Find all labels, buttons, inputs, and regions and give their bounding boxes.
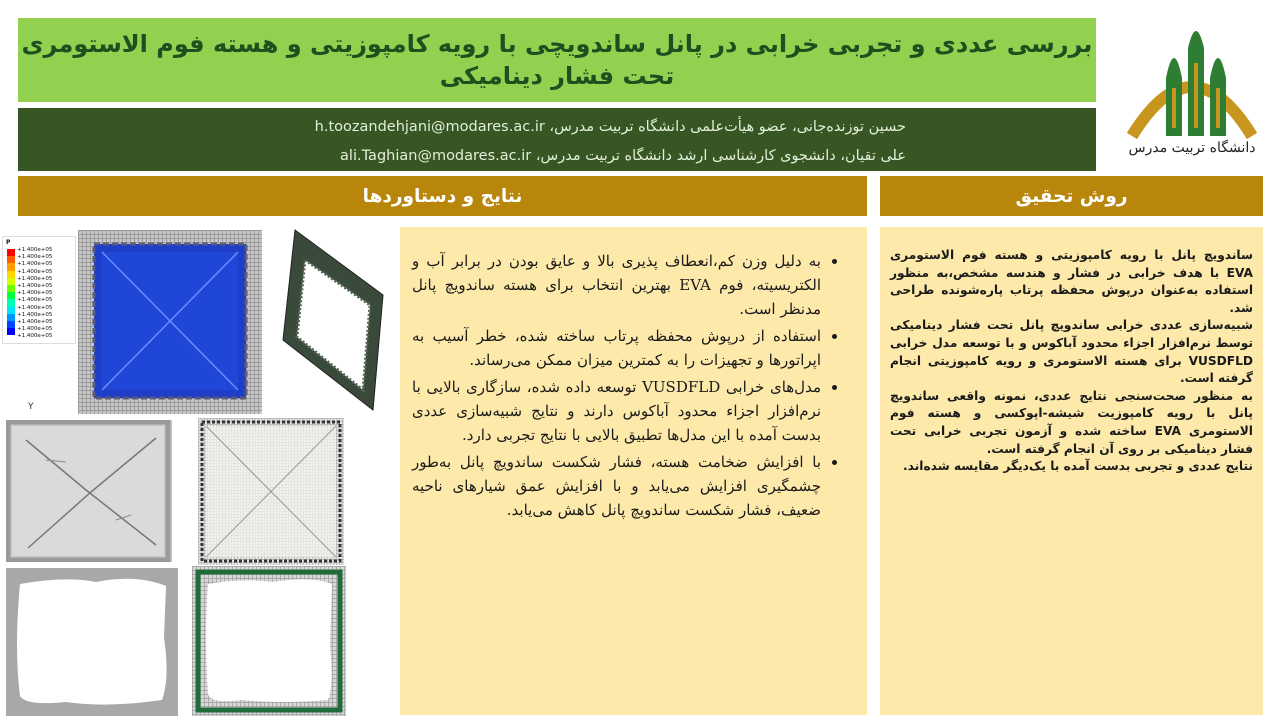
legend-swatch: [7, 271, 15, 278]
legend-value: +1.400e+05: [17, 254, 53, 261]
poster-title: [18, 18, 1096, 102]
legend-value: +1.400e+05: [17, 319, 53, 326]
method-header-label: روش تحقیق: [1015, 185, 1128, 207]
fe-failed-mesh-image: [192, 566, 346, 716]
legend-swatch: [7, 328, 15, 335]
results-header-label: نتایج و دستاوردها: [362, 185, 523, 207]
results-list: [412, 249, 845, 522]
legend-swatch: [7, 314, 15, 321]
author-1: حسین توزنده‌جانی، عضو هیأت‌علمی دانشگاه تربیت مدرس، h.toozandehjani@modares.ac.ir: [314, 119, 906, 135]
legend-values: [17, 247, 52, 341]
results-bullet: • به دلیل وزن کم،انعطاف پذیری بالا و عایق بودن در برابر آب و الکتریسیته، فوم EVA بهترین انتخاب برای هسته ساندویچ پانل مدنظر است.: [412, 249, 821, 321]
test-photo-failed: [6, 568, 178, 716]
legend-swatch: [7, 285, 15, 292]
legend-value: +1.400e+05: [17, 297, 53, 304]
legend-value: +1.400e+05: [17, 304, 53, 311]
cracked-panel-icon: [6, 420, 172, 562]
failed-panel-icon: [6, 568, 178, 716]
fe-deformed-image: [275, 225, 387, 415]
legend-swatch: [7, 278, 15, 285]
authors-bar: [18, 108, 1096, 171]
method-paragraph: ساندویچ پانل با رویه کامپوزیتی و هسته فوم الاستومری EVA با هدف خرابی در فشار و هندسه مشخص،به منظور استفاده به‌عنوان درپوش محفظه پرتاب پاره‌شونده طراحی شد.: [890, 248, 1253, 315]
results-panel: [400, 227, 867, 715]
legend-swatch: [7, 249, 15, 256]
results-bullet: • با افزایش ضخامت هسته، فشار شکست ساندویچ پانل به‌طور چشمگیری افزایش می‌یابد و با افزایش عمق شیارهای ناحیه ضعیف، فشار شکست ساندویچ پانل کاهش می‌یابد.: [412, 450, 821, 522]
legend-swatch: [7, 263, 15, 270]
title-line-2: تحت فشار دینامیکی: [439, 62, 675, 90]
fe-plate-icon: [78, 230, 262, 414]
legend-value: +1.400e+05: [17, 326, 53, 333]
method-paragraph: شبیه‌سازی عددی خرابی ساندویچ پانل تحت فشار دینامیکی توسط نرم‌افزار اجزاء محدود آباکوس و با توسعه مدل خرابی VUSDFLD برای هسته الاستومری و رویه کامپوزیتی انجام گرفته است.: [890, 318, 1253, 386]
results-bullet: • استفاده از درپوش محفظه پرتاب ساخته شده، خطر آسیب به اپراتورها و تجهیزات را به کمترین میزان ممکن می‌رساند.: [412, 324, 821, 372]
legend-value: +1.400e+05: [17, 247, 53, 253]
legend-value: +1.400e+05: [17, 333, 53, 340]
legend-value: +1.400e+05: [17, 290, 53, 297]
results-bullet: • مدل‌های خرابی VUSDFLD توسعه داده شده، سازگاری بالایی با نرم‌افزار اجزاء محدود آباکوس دارند و نتایج شبیه‌سازی عددی بدست آمده با این مدل‌ها تطبیق بالایی با نتایج تجربی دارد.: [412, 375, 821, 447]
fe-failed-mesh-icon: [192, 566, 346, 716]
method-panel: [880, 227, 1263, 715]
fe-mesh-plate-icon: [198, 418, 344, 565]
method-paragraph: به منظور صحت‌سنجی نتایج عددی، نمونه واقعی ساندویچ پانل با رویه کامپوزیت شیشه-اپوکسی و هسته فوم الاستومری EVA ساخته شده و آزمون تجربی خرابی تحت فشار دینامیکی بر روی آن انجام گرفته است.: [890, 388, 1253, 456]
legend-swatch: [7, 299, 15, 306]
legend-value: +1.400e+05: [17, 311, 53, 318]
legend-swatch: [7, 307, 15, 314]
author-2: علی تقیان، دانشجوی کارشناسی ارشد دانشگاه تربیت مدرس، ali.Taghian@modares.ac.ir: [340, 148, 906, 164]
method-paragraph: نتایج عددی و تجربی بدست آمده با یک‌دیگر مقایسه شده‌اند.: [903, 459, 1253, 474]
fe-contour-image: [78, 230, 262, 414]
legend-swatches: [7, 249, 15, 335]
title-line-1: بررسی عددی و تجربی خرابی در پانل ساندویچی با رویه کامپوزیتی و هسته فوم الاستومری: [21, 30, 1093, 58]
axis-label: Y: [28, 402, 34, 412]
logo-text: دانشگاه تربیت مدرس: [1128, 140, 1256, 156]
pressure-legend: [2, 236, 76, 344]
legend-value: +1.400e+05: [17, 261, 53, 268]
legend-value: +1.400e+05: [17, 275, 53, 282]
fe-mesh-plate-image: [198, 418, 344, 565]
results-header: [18, 176, 867, 216]
legend-title: P: [6, 239, 11, 246]
fe-deformed-panel-icon: [275, 225, 387, 415]
legend-swatch: [7, 321, 15, 328]
legend-swatch: [7, 292, 15, 299]
test-photo-cracked: [6, 420, 172, 562]
university-logo: [1122, 18, 1262, 168]
legend-swatch: [7, 256, 15, 263]
legend-value: +1.400e+05: [17, 268, 53, 275]
legend-value: +1.400e+05: [17, 283, 53, 290]
method-header: [880, 176, 1263, 216]
